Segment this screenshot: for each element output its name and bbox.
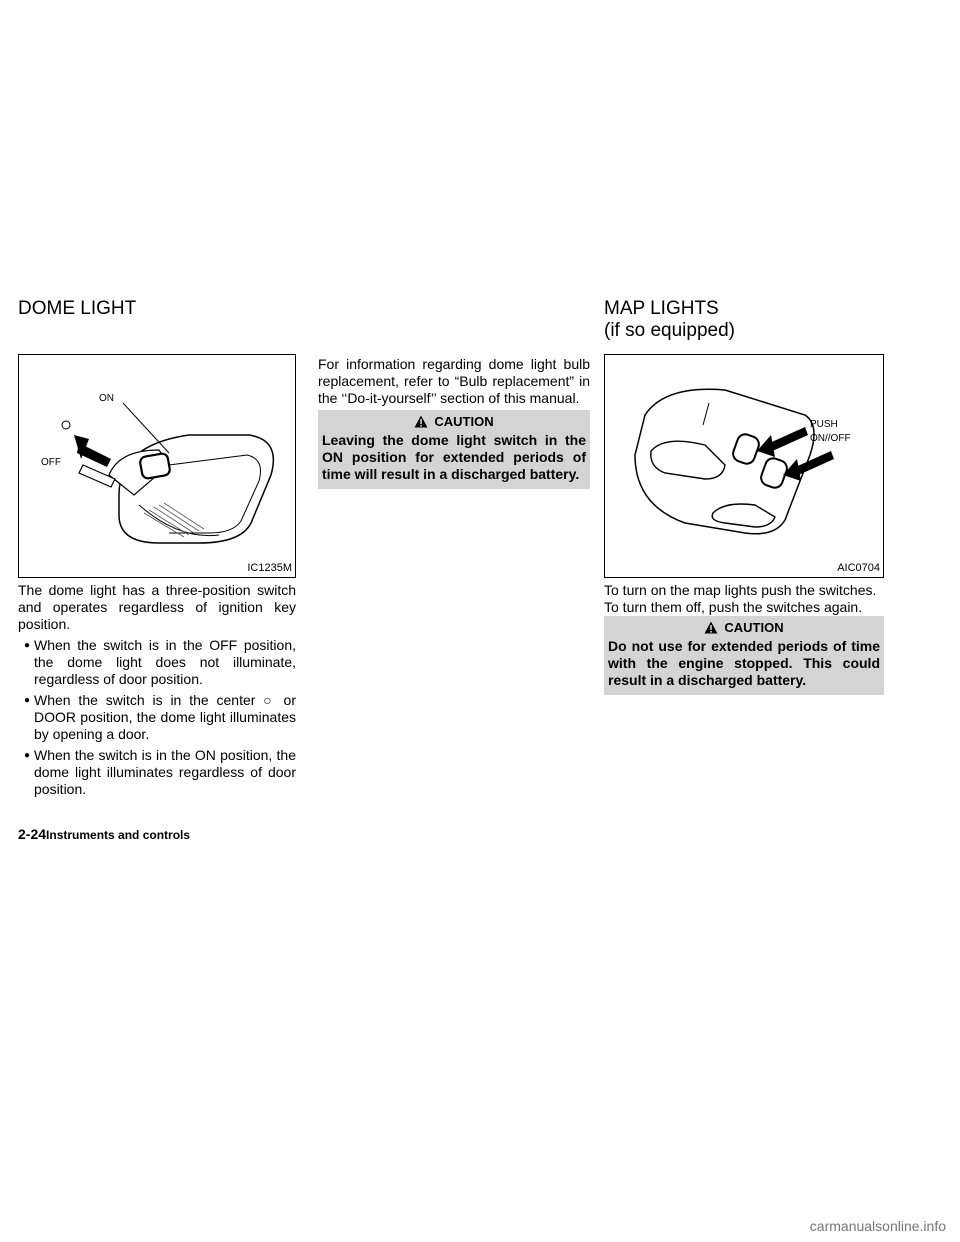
dome-light-caution [318,410,590,489]
caution-heading: CAUTION [724,619,784,635]
section-name: Instruments and controls [46,828,191,842]
off-label: OFF [41,457,61,468]
dome-light-switch-illustration [19,355,295,577]
figure-code: IC1235M [247,562,292,574]
bullet-item: ● When the switch is in the center ○ or DOOR position, the dome light illuminates by opening a door. [18,692,296,743]
figure-code: AIC0704 [837,562,880,574]
map-lights-illustration [605,355,883,577]
map-lights-description: To turn on the map lights push the switches. To turn them off, push the switches again. [604,582,877,615]
bullet-icon: ● [24,695,31,706]
caution-text: Leaving the dome light switch in the ON position for extended periods of time will result in a discharged battery. [322,432,586,482]
dome-light-title: DOME LIGHT [18,298,137,319]
on-off-label: ON//OFF [810,433,851,444]
warning-icon [704,621,718,634]
bullet-item: ● When the switch is in the OFF position, the dome light does not illuminate, regardless of door position. [18,637,296,688]
dome-light-figure [18,354,296,578]
bullet-item: ● When the switch is in the ON position, the dome light illuminates regardless of door position. [18,747,296,798]
page-footer [18,826,190,843]
map-lights-caution [604,616,884,695]
page-number: 2-24 [18,826,47,842]
dome-light-intro: The dome light has a three-position switch and operates regardless of ignition key position. [18,582,296,632]
watermark: carmanualsonline.info [809,1218,946,1234]
map-lights-subtitle: (if so equipped) [604,320,735,341]
bulb-replacement-note: For information regarding dome light bulb replacement, refer to “Bulb replacement” in the ‘‘Do-it-yourself’’ section of this manual. [318,356,590,406]
map-lights-figure [604,354,884,578]
bullet-icon: ● [24,640,31,651]
dome-light-description [18,582,296,798]
caution-heading: CAUTION [434,413,494,429]
map-lights-title: MAP LIGHTS [604,298,719,319]
on-label: ON [99,393,114,404]
caution-text: Do not use for extended periods of time with the engine stopped. This could result in a discharged battery. [608,638,880,688]
bullet-icon: ● [24,750,31,761]
push-label: PUSH [810,419,838,430]
warning-icon [414,415,428,428]
